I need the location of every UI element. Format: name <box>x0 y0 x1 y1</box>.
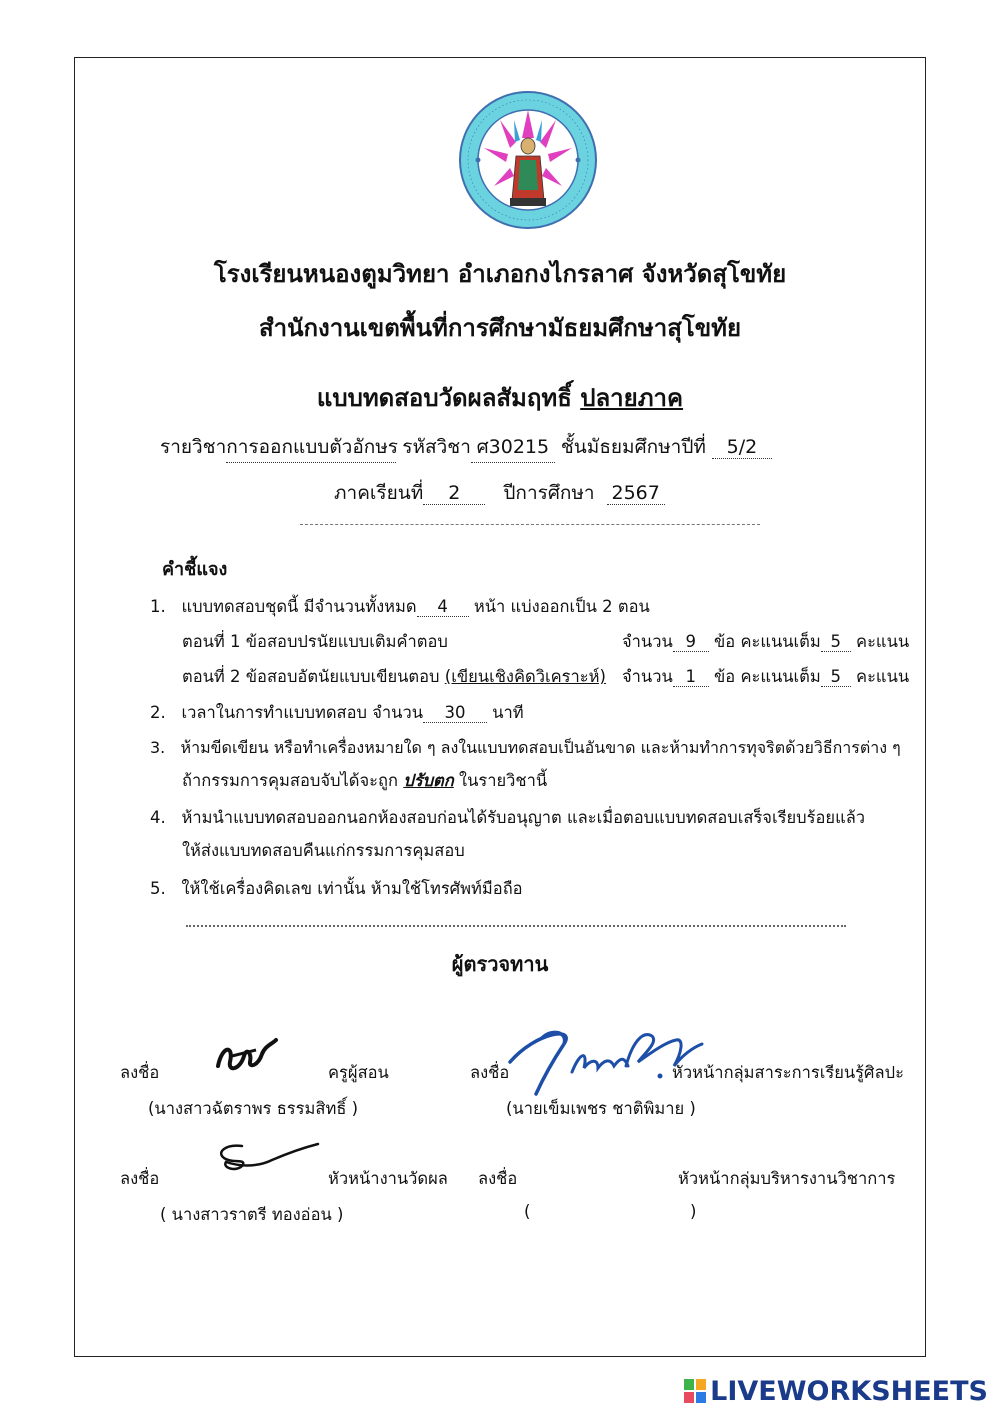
item-number: 5. <box>150 879 166 898</box>
divider-dotted <box>186 925 846 927</box>
item4-line-2: ให้ส่งแบบทดสอบคืนแก่กรรมการคุมสอบ <box>182 841 465 860</box>
item-number: 1. <box>150 597 166 616</box>
education-office: สำนักงานเขตพื้นที่การศึกษามัธยมศึกษาสุโขทัย <box>258 314 742 342</box>
item2-text-a: เวลาในการทำแบบทดสอบ จำนวน <box>181 703 424 722</box>
brand-text: LIVEWORKSHEETS <box>710 1376 988 1407</box>
fail-penalty: ปรับตก <box>403 771 454 790</box>
code-label: รหัสวิชา <box>402 436 471 458</box>
part1-score: 5 <box>821 632 851 652</box>
semester-value: 2 <box>423 482 485 505</box>
sign-label-teacher: ลงชื่อ <box>120 1063 160 1082</box>
subject-label: รายวิชา <box>160 436 227 458</box>
sign-label-eval: ลงชื่อ <box>120 1169 160 1188</box>
instruction-item-3 <box>150 736 901 761</box>
instruction-item-3-cont <box>182 768 547 794</box>
part2-score-unit: คะแนน <box>856 667 910 686</box>
semester-line <box>334 478 665 508</box>
minutes-value: 30 <box>423 703 487 723</box>
part2-items-label: ข้อ คะแนนเต็ม <box>714 667 821 686</box>
item1-text-b: หน้า แบ่งออกเป็น 2 ตอน <box>473 597 650 616</box>
semester-label: ภาคเรียนที่ <box>334 482 424 504</box>
instruction-item-5 <box>150 876 523 902</box>
sign-label-academic: ลงชื่อ <box>478 1169 518 1188</box>
part1-count-label: จำนวน <box>622 632 673 651</box>
grade-label: ชั้นมัธยมศึกษาปีที่ <box>560 436 706 458</box>
year-value: 2567 <box>607 482 665 505</box>
teacher-name: (นางสาวฉัตราพร ธรรมสิทธิ์ ) <box>148 1099 359 1118</box>
subject-value: การออกแบบตัวอักษร <box>226 432 396 463</box>
subject-line <box>160 432 772 463</box>
exam-title-prefix: แบบทดสอบวัดผลสัมฤทธิ์ <box>316 384 581 412</box>
part-1-detail <box>622 629 909 655</box>
instructions-heading: คำชี้แจง <box>162 559 228 580</box>
teacher-signature <box>212 1036 282 1080</box>
item3-line-2c: ในรายวิชานี้ <box>453 771 548 790</box>
instruction-item-1 <box>150 594 650 620</box>
part2-note: (เขียนเชิงคิดวิเคราะห์) <box>444 667 606 686</box>
part-2-detail <box>622 664 909 690</box>
academic-name-close: ) <box>690 1202 697 1221</box>
item3-line-1: ห้ามขีดเขียน หรือทำเครื่องหมายใด ๆ ลงในแบบทดสอบเป็นอันขาด และห้ามทำการทุจริตด้วยวิธีการต่าง ๆ <box>180 738 901 757</box>
year-label: ปีการศึกษา <box>503 482 595 504</box>
part-1-label: ตอนที่ 1 ข้อสอบปรนัยแบบเติมคำตอบ <box>182 632 448 651</box>
eval-head-role: หัวหน้างานวัดผล <box>328 1169 448 1188</box>
item-number: 2. <box>150 703 166 722</box>
part2-score: 5 <box>821 667 851 687</box>
part2-count: 1 <box>673 667 709 687</box>
item-number: 3. <box>150 738 166 757</box>
sign-label-arts: ลงชื่อ <box>470 1063 510 1082</box>
item-number: 4. <box>150 808 166 827</box>
part1-items-label: ข้อ คะแนนเต็ม <box>714 632 821 651</box>
exam-type: ปลายภาค <box>580 384 684 412</box>
part1-score-unit: คะแนน <box>856 632 910 651</box>
grade-value: 5/2 <box>712 436 772 459</box>
item1-text-a: แบบทดสอบชุดนี้ มีจำนวนทั้งหมด <box>181 597 417 616</box>
academic-name-open: ( <box>524 1202 531 1221</box>
eval-head-name: ( นางสาวราตรี ทองอ่อน ) <box>160 1205 344 1224</box>
school-name: โรงเรียนหนองตูมวิทยา อำเภอกงไกรลาศ จังหวัดสุโขทัย <box>213 260 787 288</box>
item5-line: ให้ใช้เครื่องคิดเลข เท่านั้น ห้ามใช้โทรศัพท์มือถือ <box>181 879 523 898</box>
divider-dashed <box>300 524 760 525</box>
school-logo <box>458 90 598 230</box>
item2-text-b: นาที <box>492 703 524 722</box>
eval-head-signature <box>212 1138 322 1178</box>
teacher-role: ครูผู้สอน <box>328 1063 389 1082</box>
reviewer-heading: ผู้ตรวจทาน <box>451 952 549 976</box>
part2-text: ตอนที่ 2 ข้อสอบอัตนัยแบบเขียนตอบ <box>182 667 440 686</box>
item4-line-1: ห้ามนำแบบทดสอบออกนอกห้องสอบก่อนได้รับอนุญาต และเมื่อตอบแบบทดสอบเสร็จเรียบร้อยแล้ว <box>181 808 866 827</box>
item3-line-2a: ถ้ากรรมการคุมสอบจับได้จะถูก <box>182 771 404 790</box>
arts-head-name: (นายเข็มเพชร ชาติพิมาย ) <box>506 1099 696 1118</box>
liveworksheets-brand[interactable] <box>684 1376 988 1407</box>
part2-count-label: จำนวน <box>622 667 673 686</box>
code-value: ศ30215 <box>471 432 555 463</box>
instruction-item-4 <box>150 805 865 831</box>
exam-title <box>0 378 1000 417</box>
arts-head-role: หัวหน้ากลุ่มสาระการเรียนรู้ศิลปะ <box>672 1063 904 1082</box>
part1-count: 9 <box>673 632 709 652</box>
page-count: 4 <box>417 597 469 617</box>
part-2-label <box>182 664 606 690</box>
academic-head-role: หัวหน้ากลุ่มบริหารงานวิชาการ <box>678 1169 896 1188</box>
instruction-item-2 <box>150 700 524 726</box>
liveworksheets-logo-icon <box>684 1379 706 1403</box>
